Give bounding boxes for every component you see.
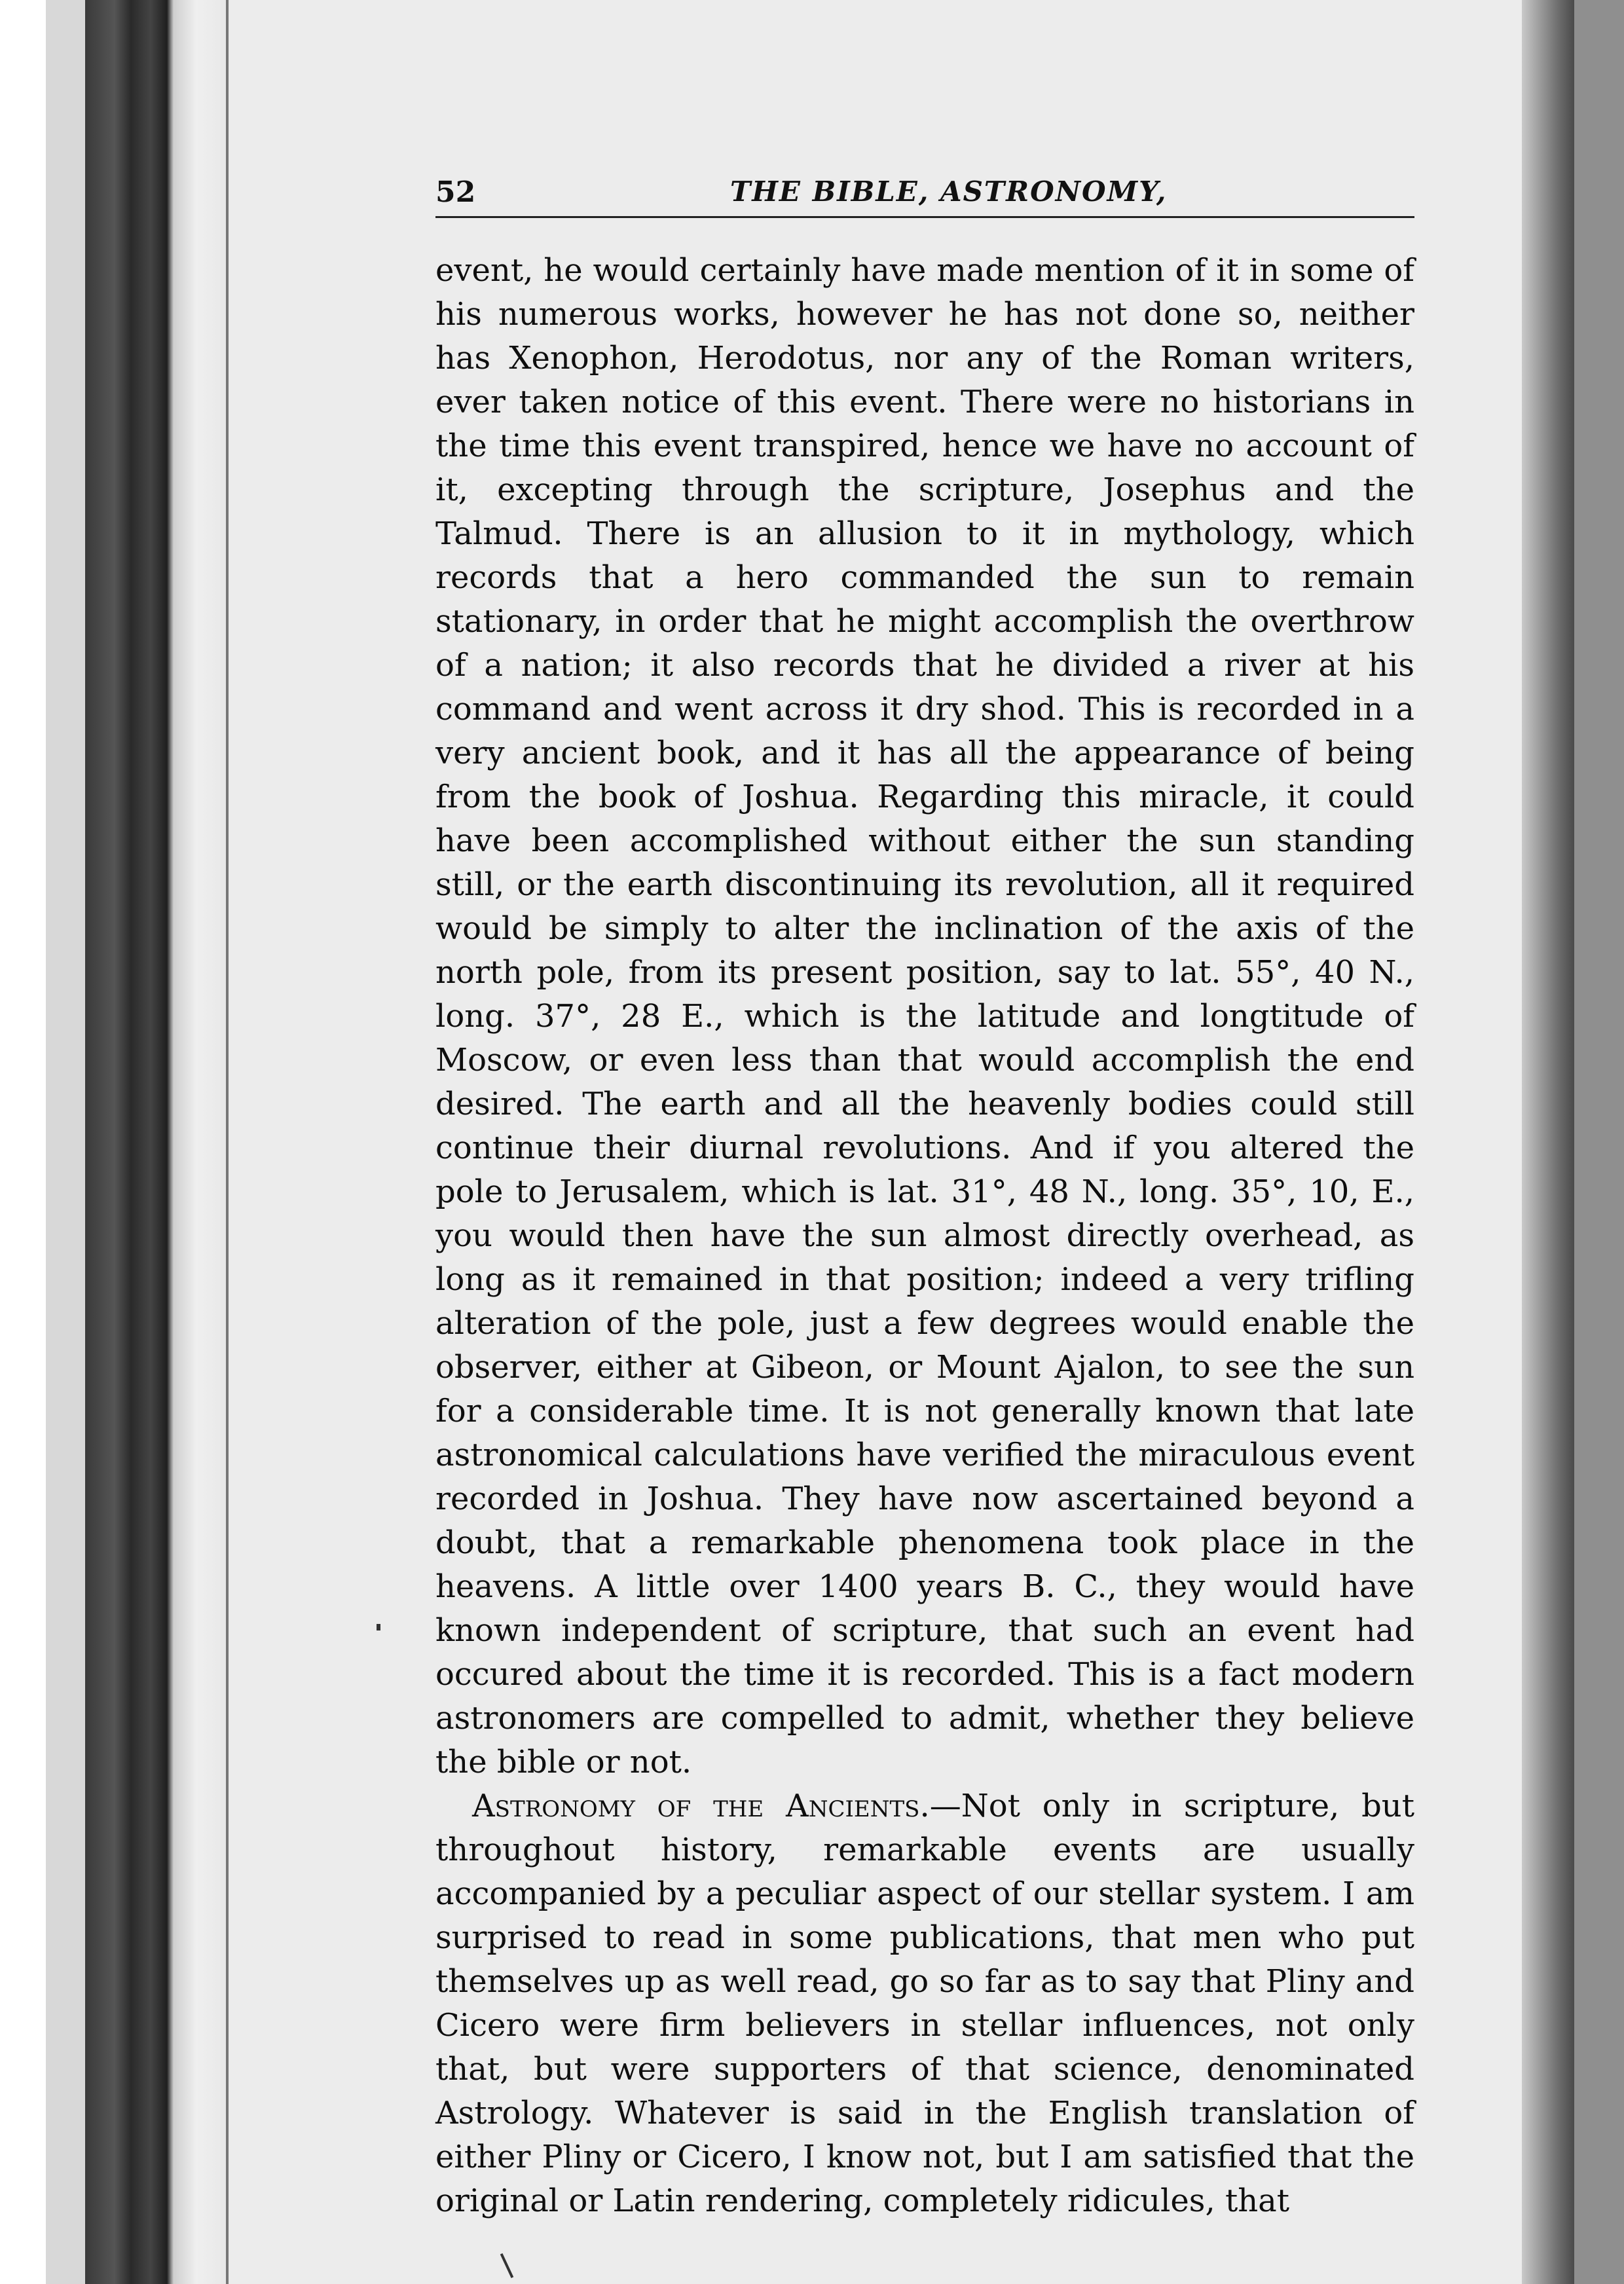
page-edge (1522, 0, 1574, 2284)
book-spine (0, 0, 236, 2284)
body-text (435, 249, 1414, 2223)
page-number: 52 (435, 175, 476, 209)
stray-mark (377, 1624, 380, 1630)
paragraph-2-text: —Not only in scripture, but throughout history, remarkable events are usually accompanied by a peculiar aspect of our stellar system. I am surprised to read in some publications, that men who put themselves up as well read, go so far as to say that Pliny and Cicero were firm believers in stellar influences, not only that, but were supporters of that science, denominated Astrology. Whatever is said in the English translation of either Pliny or Cicero, I know not, but I am satisfied that the original or Latin rendering, completely ridicules, that (435, 1788, 1414, 2219)
page-header (435, 175, 1414, 221)
paragraph-1: event, he would certainly have made mention of it in some of his numerous works, however he has not done so, neither has Xenophon, Herodotus, nor any of the Roman writers, ever taken notice of this event. There were no historians in the time this event transpired, hence we have no account of it, excepting through the scripture, Josephus and the Talmud. There is an allusion to it in mythology, which records that a hero commanded the sun to remain stationary, in order that he might accomplish the overthrow of a nation; it also records that he divided a river at his command and went across it dry shod. This is recorded in a very ancient book, and it has all the appearance of being from the book of Joshua. Regarding this miracle, it could have been accomplished without either the sun standing still, or the earth discontinuing its revolution, all it required would be simply to alter the inclination of the axis of the north pole, from its present position, say to lat. 55°, 40 N., long. 37°, 28 E., which is the latitude and longtitude of Moscow, or even less than that would accomplish the end desired. The earth and all the heavenly bodies could still continue their diurnal revolutions. And if you altered the pole to Jerusalem, which is lat. 31°, 48 N., long. 35°, 10, E., you would then have the sun almost directly overhead, as long as it remained in that position; indeed a very trifling alteration of the pole, just a few degrees would enable the observer, either at Gibeon, or Mount Ajalon, to see the sun for a considerable time. It is not generally known that late astronomical calculations have verified the miraculous event recorded in Joshua. They have now ascertained beyond a doubt, that a remarkable phenomena took place in the heavens. A little over 1400 years B. C., they would have known independent of scripture, that such an event had occured about the time it is recorded. This is a fact modern astronomers are compelled to admit, whether they believe the bible or not. (435, 252, 1414, 1780)
running-head: THE BIBLE, ASTRONOMY, (730, 175, 1168, 208)
section-heading: Astronomy of the Ancients. (472, 1788, 930, 1824)
header-rule (435, 216, 1414, 218)
paragraph-2 (435, 1784, 1414, 2223)
